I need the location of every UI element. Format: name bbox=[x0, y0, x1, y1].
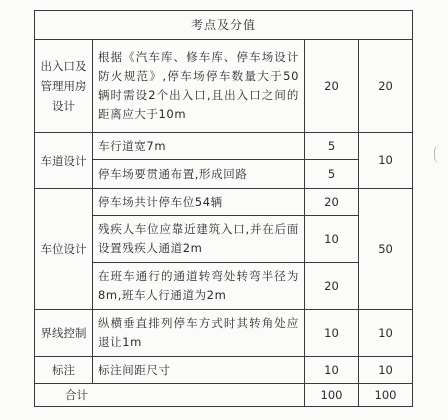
total-cell: 50 bbox=[359, 189, 413, 310]
sum-score-cell: 100 bbox=[305, 384, 359, 407]
score-cell: 20 bbox=[305, 263, 359, 310]
table-header-row bbox=[35, 11, 413, 40]
total-cell: 20 bbox=[359, 40, 413, 133]
score-cell: 5 bbox=[305, 160, 359, 189]
item-cell: 根据《汽车库、修车库、停车场设计防火规范》,停车场停车数量大于50辆时需设2个出入口,且出入口之间的距离应大于10m bbox=[93, 40, 305, 133]
table-row bbox=[35, 357, 413, 384]
score-cell: 10 bbox=[305, 310, 359, 357]
item-cell: 在班车通行的通道转弯处转弯半径为8m,班车人行通道为2m bbox=[93, 263, 305, 310]
item-cell: 纵横垂直排列停车方式时其转角处应退让1m bbox=[93, 310, 305, 357]
table-row bbox=[35, 40, 413, 133]
score-cell: 20 bbox=[305, 40, 359, 133]
sum-total-cell: 100 bbox=[359, 384, 413, 407]
item-cell: 车行道宽7m bbox=[93, 133, 305, 160]
category-cell: 界线控制 bbox=[35, 310, 93, 357]
table-row bbox=[35, 189, 413, 216]
category-cell: 车位设计 bbox=[35, 189, 93, 310]
category-cell: 车道设计 bbox=[35, 133, 93, 189]
item-cell: 残疾人车位应靠近建筑入口,并在后面设置残疾人通道2m bbox=[93, 216, 305, 263]
total-cell: 10 bbox=[359, 133, 413, 189]
score-cell: 5 bbox=[305, 133, 359, 160]
table-title: 考点及分值 bbox=[35, 11, 413, 40]
total-cell: 10 bbox=[359, 310, 413, 357]
table-row bbox=[35, 133, 413, 160]
page-edge-mark bbox=[434, 145, 441, 163]
category-cell: 出入口及管理用房设计 bbox=[35, 40, 93, 133]
item-cell: 停车场要贯通布置,形成回路 bbox=[93, 160, 305, 189]
category-cell: 标注 bbox=[35, 357, 93, 384]
score-cell: 10 bbox=[305, 357, 359, 384]
item-cell: 标注间距尺寸 bbox=[93, 357, 305, 384]
score-table bbox=[34, 10, 413, 407]
score-cell: 20 bbox=[305, 189, 359, 216]
total-cell: 10 bbox=[359, 357, 413, 384]
sum-label: 合计 bbox=[35, 384, 305, 407]
score-cell: 10 bbox=[305, 216, 359, 263]
item-cell: 停车场共计停车位54辆 bbox=[93, 189, 305, 216]
sum-row bbox=[35, 384, 413, 407]
table-row bbox=[35, 310, 413, 357]
